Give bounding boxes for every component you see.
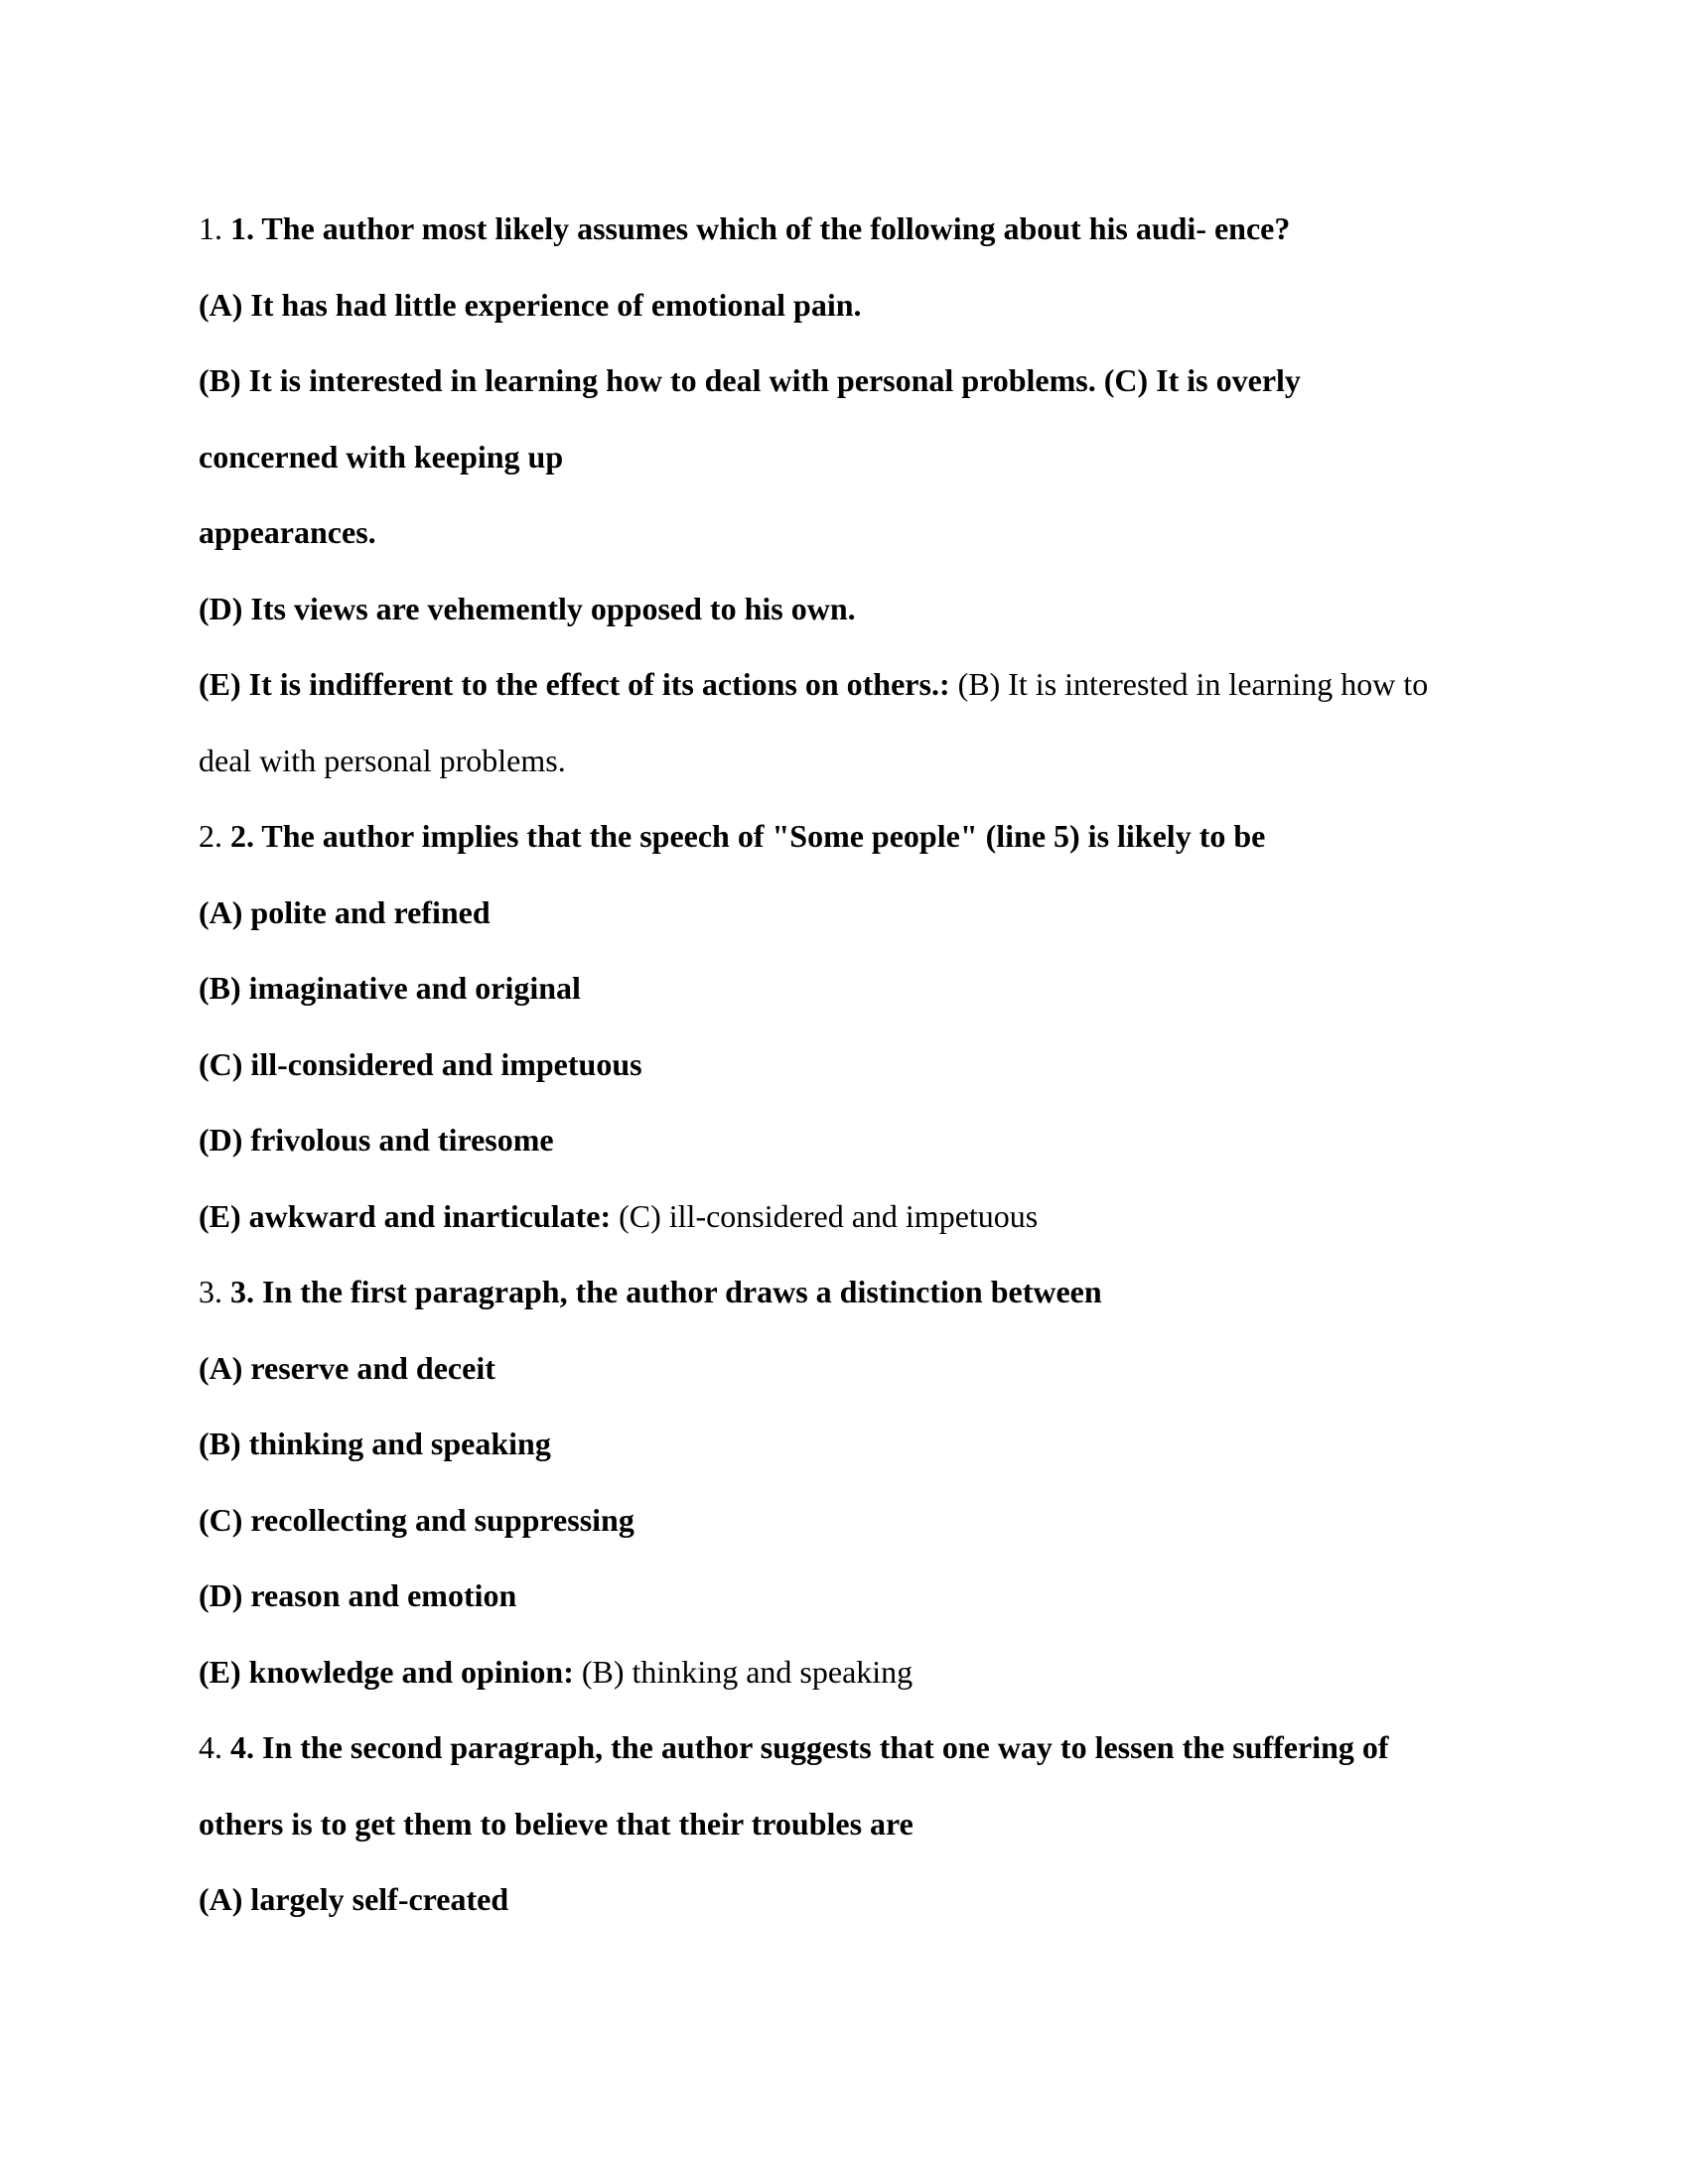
question-number: 1. (199, 210, 222, 246)
option-line: (D) frivolous and tiresome (199, 1122, 554, 1158)
document-page (199, 191, 1509, 1938)
question-2-answer-line (199, 1178, 1509, 1255)
question-2-stem (199, 798, 1509, 875)
option-line: (E) It is indifferent to the effect of its actions on others.: (199, 666, 950, 702)
option-line: (B) It is interested in learning how to deal with personal problems. (C) It is overly (199, 362, 1301, 398)
option-line: (C) ill-considered and impetuous (199, 1045, 642, 1082)
question-text: 3. In the first paragraph, the author draws a distinction between (230, 1274, 1102, 1309)
question-number: 4. (199, 1729, 222, 1765)
question-text: 1. The author most likely assumes which of the following about his audi- ence? (230, 210, 1291, 246)
question-4-stem (199, 1709, 1509, 1786)
question-1-answer-line (199, 646, 1509, 723)
option-line: (A) It has had little experience of emotional pain. (199, 286, 862, 323)
answer-text: deal with personal problems. (199, 742, 566, 778)
option-line: (A) reserve and deceit (199, 1349, 495, 1386)
option-line: (B) imaginative and original (199, 970, 581, 1006)
question-number: 3. (199, 1274, 222, 1309)
answer-text: (B) It is interested in learning how to (957, 666, 1429, 702)
option-line: (D) Its views are vehemently opposed to his own. (199, 590, 856, 626)
question-number: 2. (199, 818, 222, 854)
question-1-stem (199, 191, 1509, 267)
option-line: (E) awkward and inarticulate: (199, 1197, 612, 1234)
option-line: (E) knowledge and opinion: (199, 1653, 574, 1690)
question-3-answer-line (199, 1634, 1509, 1710)
option-line: (D) reason and emotion (199, 1577, 517, 1613)
option-line: (A) largely self-created (199, 1881, 509, 1917)
question-3-stem (199, 1254, 1509, 1330)
option-line: concerned with keeping up (199, 438, 564, 475)
question-text: 4. In the second paragraph, the author suggests that one way to lessen the suffering of (230, 1729, 1389, 1765)
question-text: 2. The author implies that the speech of "Some people" (line 5) is likely to be (230, 818, 1266, 854)
answer-text: (B) thinking and speaking (581, 1653, 914, 1690)
option-line: (C) recollecting and suppressing (199, 1501, 634, 1538)
option-line: appearances. (199, 514, 376, 550)
option-line: (A) polite and refined (199, 893, 491, 930)
option-line: (B) thinking and speaking (199, 1426, 551, 1461)
question-text-continued: others is to get them to believe that their troubles are (199, 1805, 914, 1842)
answer-text: (C) ill-considered and impetuous (619, 1197, 1039, 1234)
